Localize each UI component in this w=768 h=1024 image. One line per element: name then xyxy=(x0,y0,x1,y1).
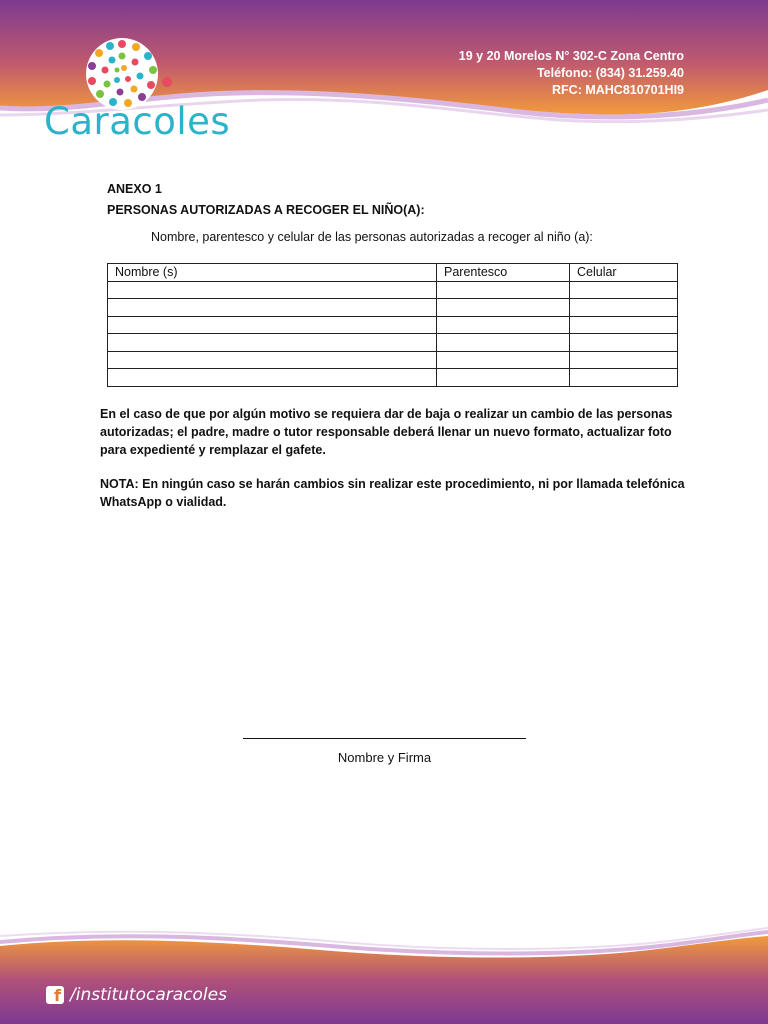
document-title: PERSONAS AUTORIZADAS A RECOGER EL NIÑO(A): xyxy=(107,203,425,217)
phone-cell[interactable] xyxy=(570,334,678,352)
relationship-cell[interactable] xyxy=(437,369,570,387)
table-row xyxy=(108,316,678,334)
table-row xyxy=(108,369,678,387)
change-procedure-paragraph: En el caso de que por algún motivo se requiera dar de baja o realizar un cambio de las personas autorizadas; el padre, madre o tutor responsable deberá llenar un nuevo formato, actualizar foto para expedienté y remplazar el gafete. xyxy=(100,407,673,457)
table-header-row xyxy=(108,264,678,282)
note-paragraph: NOTA: En ningún caso se harán cambios sin realizar este procedimiento, ni por llamada telefónica WhatsApp o vialidad. xyxy=(100,477,685,509)
name-cell[interactable] xyxy=(108,299,437,317)
authorized-persons-table xyxy=(107,263,678,387)
phone-cell[interactable] xyxy=(570,369,678,387)
signature-label: Nombre y Firma xyxy=(337,750,432,765)
social-link[interactable] xyxy=(46,985,227,1005)
table-row xyxy=(108,299,678,317)
contact-address: 19 y 20 Morelos N° 302-C Zona Centro xyxy=(458,49,684,63)
relationship-cell[interactable] xyxy=(437,351,570,369)
intro-text: Nombre, parentesco y celular de las personas autorizadas a recoger al niño (a): xyxy=(151,230,593,244)
relationship-cell[interactable] xyxy=(437,299,570,317)
footer-banner xyxy=(0,924,768,1024)
name-cell[interactable] xyxy=(108,334,437,352)
name-cell[interactable] xyxy=(108,281,437,299)
contact-block xyxy=(459,48,684,99)
relationship-cell[interactable] xyxy=(437,334,570,352)
phone-cell[interactable] xyxy=(570,299,678,317)
name-cell[interactable] xyxy=(108,316,437,334)
header-relationship: Parentesco xyxy=(437,264,570,282)
name-cell[interactable] xyxy=(108,369,437,387)
phone-cell[interactable] xyxy=(570,316,678,334)
document-body xyxy=(107,182,687,244)
facebook-icon: f xyxy=(46,986,64,1004)
header-name: Nombre (s) xyxy=(108,264,437,282)
contact-rfc: RFC: MAHC810701HI9 xyxy=(552,83,684,97)
signature-line xyxy=(243,738,526,739)
relationship-cell[interactable] xyxy=(437,281,570,299)
table-row xyxy=(108,281,678,299)
phone-cell[interactable] xyxy=(570,281,678,299)
phone-cell[interactable] xyxy=(570,351,678,369)
annex-label: ANEXO 1 xyxy=(107,182,162,196)
contact-phone: Teléfono: (834) 31.259.40 xyxy=(536,66,684,80)
table-row xyxy=(108,351,678,369)
name-cell[interactable] xyxy=(108,351,437,369)
social-handle: /institutocaracoles xyxy=(70,985,227,1005)
header-phone: Celular xyxy=(570,264,678,282)
table-row xyxy=(108,334,678,352)
logo-wordmark: Caracoles xyxy=(44,100,231,143)
relationship-cell[interactable] xyxy=(437,316,570,334)
